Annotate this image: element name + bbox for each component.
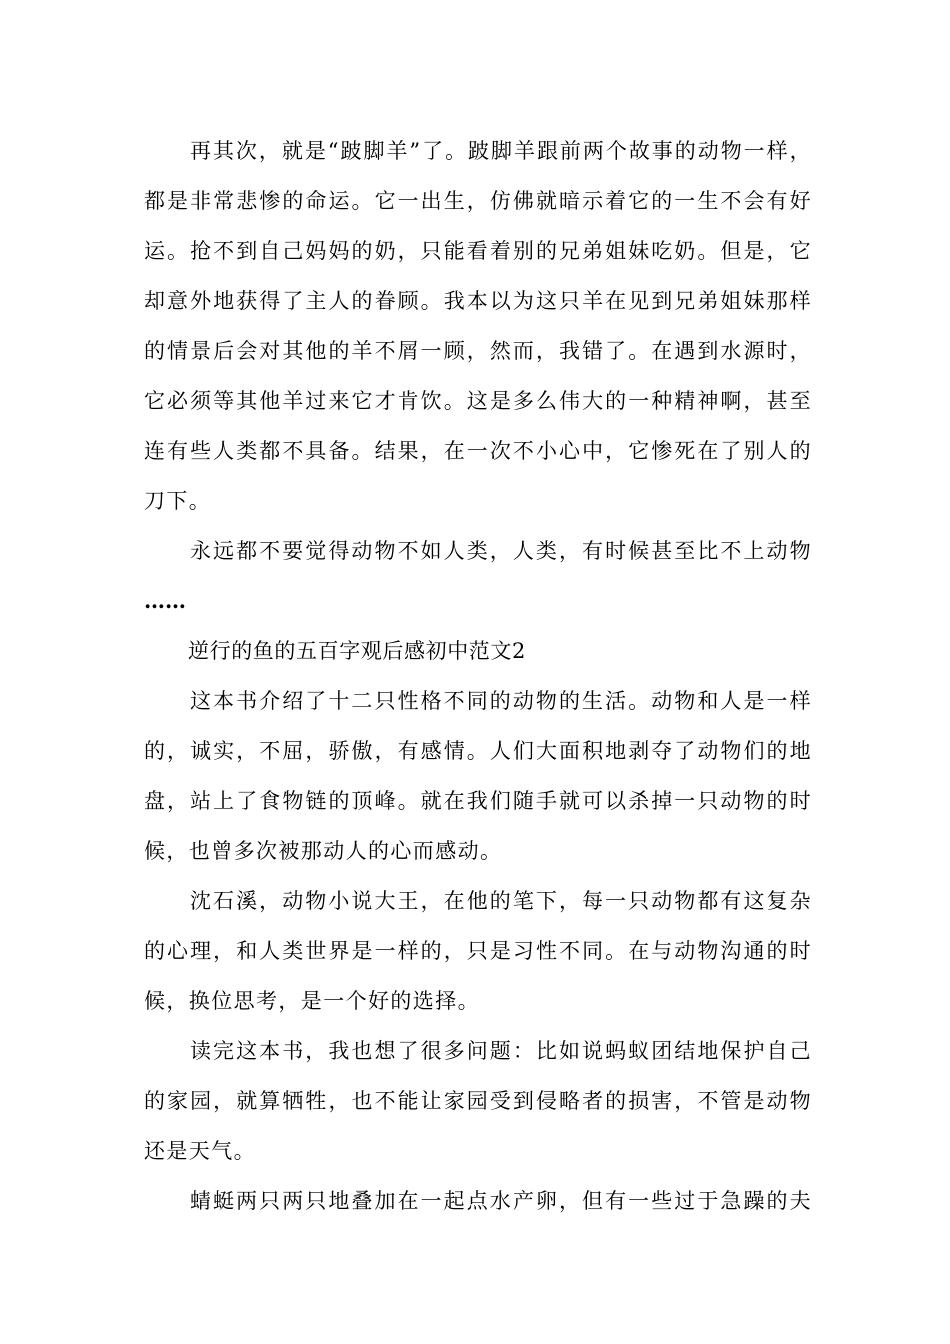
section-heading: 逆行的鱼的五百字观后感初中范文2 (188, 639, 526, 663)
paragraph-line: 候，也曾多次被那动人的心而感动。 (144, 839, 503, 863)
paragraph-line: 还是天气。 (144, 1139, 256, 1163)
paragraph-line: 它必须等其他羊过来它才肯饮。这是多么伟大的一种精神啊，甚至 (144, 389, 812, 413)
paragraph-line: 都是非常悲惨的命运。它一出生，仿佛就暗示着它的一生不会有好 (144, 189, 812, 213)
paragraph-line: 再其次，就是“跛脚羊”了。跛脚羊跟前两个故事的动物一样， (190, 139, 812, 163)
paragraph-line: 刀下。 (144, 489, 212, 513)
paragraph-line: 蜻蜓两只两只地叠加在一起点水产卵，但有一些过于急躁的夫 (190, 1189, 812, 1213)
paragraph-line: 候，换位思考，是一个好的选择。 (144, 989, 480, 1013)
paragraph-line: 的，诚实，不屈，骄傲，有感情。人们大面积地剥夺了动物们的地 (144, 739, 812, 763)
paragraph-line: 这本书介绍了十二只性格不同的动物的生活。动物和人是一样 (190, 689, 812, 713)
paragraph-line: 的情景后会对其他的羊不屑一顾，然而，我错了。在遇到水源时， (144, 339, 812, 363)
paragraph-line: 永远都不要觉得动物不如人类，人类，有时候甚至比不上动物 (190, 539, 812, 563)
paragraph-line: 读完这本书，我也想了很多问题：比如说蚂蚁团结地保护自己 (190, 1039, 812, 1063)
paragraph-line: 盘，站上了食物链的顶峰。就在我们随手就可以杀掉一只动物的时 (144, 789, 812, 813)
paragraph-line: 连有些人类都不具备。结果，在一次不小心中，它惨死在了别人的 (144, 439, 812, 463)
paragraph-line: 的家园，就算牺牲，也不能让家园受到侵略者的损害，不管是动物 (144, 1089, 812, 1113)
document-body (144, 132, 812, 1232)
paragraph-line: 却意外地获得了主人的眷顾。我本以为这只羊在见到兄弟姐妹那样 (144, 289, 812, 313)
paragraph-line: 运。抢不到自己妈妈的奶，只能看着别的兄弟姐妹吃奶。但是，它 (144, 239, 812, 263)
paragraph-line: …… (144, 588, 186, 613)
paragraph-line: 的心理，和人类世界是一样的，只是习性不同。在与动物沟通的时 (144, 939, 812, 963)
paragraph-line: 沈石溪，动物小说大王，在他的笔下，每一只动物都有这复杂 (190, 889, 812, 913)
